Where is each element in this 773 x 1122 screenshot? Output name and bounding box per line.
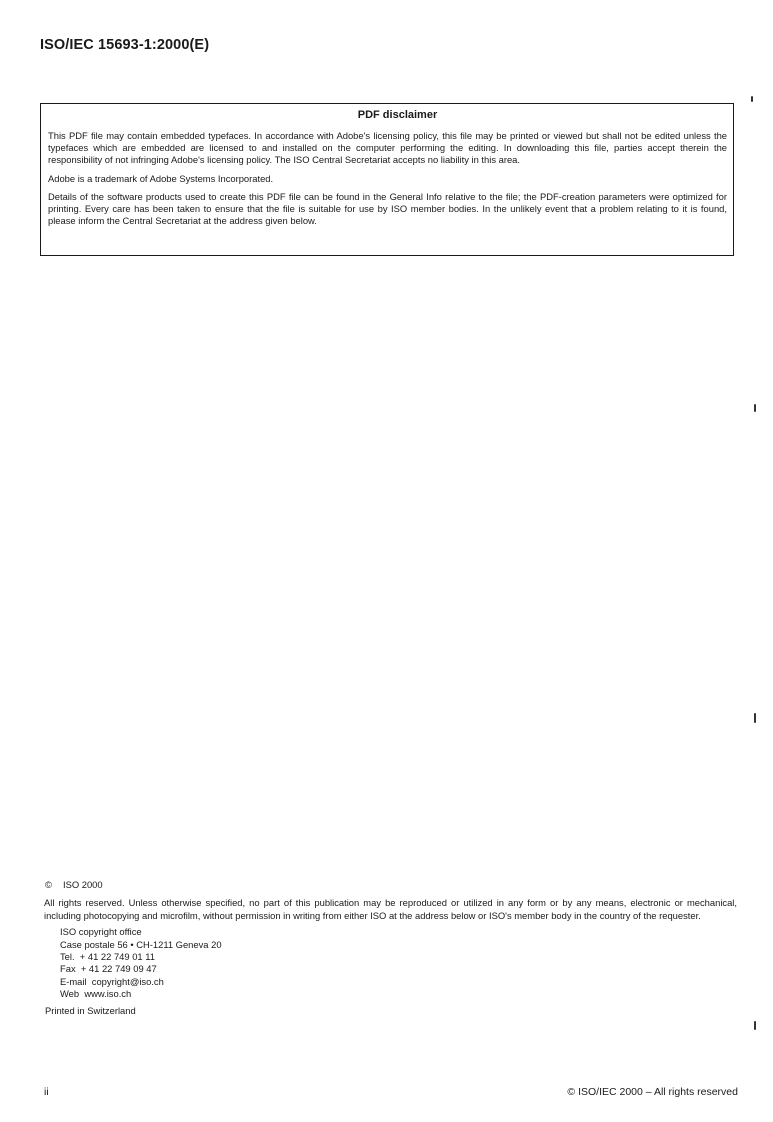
contact-fax: Fax + 41 22 749 09 47 [60, 963, 157, 975]
footer-copyright: © ISO/IEC 2000 – All rights reserved [567, 1086, 738, 1098]
page-number: ii [44, 1086, 49, 1098]
contact-telephone: Tel. + 41 22 749 01 11 [60, 951, 155, 963]
scan-mark-upper [754, 404, 756, 412]
copyright-notice [45, 879, 737, 891]
copyright-block [45, 879, 737, 1017]
scan-mark-top [751, 96, 753, 102]
printed-in-line: Printed in Switzerland [45, 1004, 136, 1016]
scan-mark-middle [754, 713, 756, 723]
copyright-symbol: © [45, 879, 52, 890]
document-id-header: ISO/IEC 15693-1:2000(E) [40, 37, 210, 53]
contact-email: E-mail copyright@iso.ch [60, 975, 164, 987]
pdf-disclaimer-box [40, 103, 734, 256]
scan-mark-lower [754, 1021, 756, 1030]
rights-paragraph: All rights reserved. Unless otherwise specified, no part of this publication may be reproduced or utilized in any form or by any means, electronic or mechanical, including photocopying and microfilm, without permission in writing from either ISO at the address below or ISO's member body in the country of the requester. [44, 897, 737, 921]
disclaimer-paragraph-typefaces: This PDF file may contain embedded typefaces. In accordance with Adobe's licensing policy, this file may be printed or viewed but shall not be edited unless the typefaces which are embedded are licensed to and installed on the computer performing the editing. In downloading this file, parties accept therein the responsibility of not infringing Adobe's licensing policy. The ISO Central Secretariat accepts no liability in this area. [48, 130, 727, 166]
disclaimer-title: PDF disclaimer [357, 109, 438, 121]
contact-postal-address: Case postale 56 • CH-1211 Geneva 20 [60, 938, 222, 950]
disclaimer-paragraph-details: Details of the software products used to create this PDF file can be found in the General Info relative to the file; the PDF-creation parameters were optimized for printing. Every care has been taken to ensure that the file is suitable for use by ISO member bodies. In the unlikely event that a problem relating to it is found, please inform the Central Secretariat at the address given below. [48, 190, 727, 227]
copyright-year: ISO 2000 [63, 879, 103, 890]
iso-contact-address [60, 926, 737, 1000]
contact-office: ISO copyright office [60, 926, 142, 938]
contact-web: Web www.iso.ch [60, 988, 132, 1000]
disclaimer-paragraph-trademark: Adobe is a trademark of Adobe Systems Incorporated. [48, 172, 274, 184]
